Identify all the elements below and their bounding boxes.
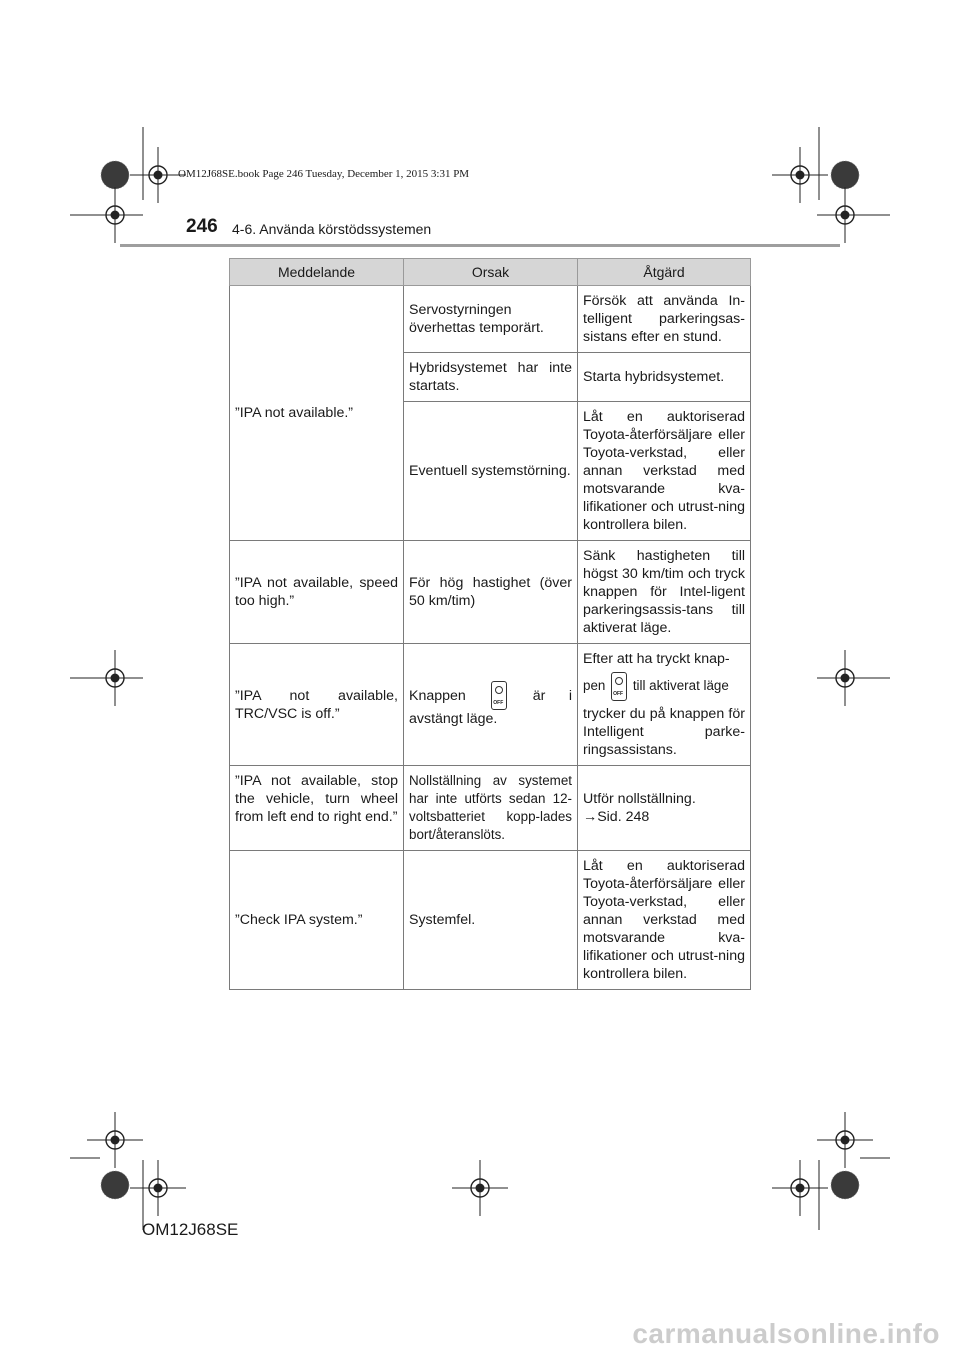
watermark: carmanualsonline.info [632, 1318, 940, 1349]
message-cell: ”IPA not available, speed too high.” [230, 541, 404, 644]
action-cell: Starta hybridsystemet. [578, 353, 751, 402]
cause-text-before-icon: Knappen [409, 687, 466, 704]
cause-cell: För hög hastighet (över 50 km/tim) [404, 541, 578, 644]
book-imprint-line: OM12J68SE.book Page 246 Tuesday, December 1, 2015 3:31 PM [178, 168, 470, 180]
action-text-after-icon: till aktiverat läge [632, 678, 729, 694]
column-header-cause: Orsak [404, 259, 578, 286]
cause-cell: Knappen OFF är i avstängt läge. [404, 644, 578, 766]
page-number: 246 [186, 216, 218, 237]
action-cell: Låt en auktoriserad Toyota-återförsäljare eller Toyota-verkstad, eller annan verkstad med motsvarande kva-lifikationer och utrust-ning kontrollera bilen. [578, 402, 751, 541]
message-table [229, 258, 751, 990]
action-cell: Sänk hastigheten till högst 30 km/tim och tryck knappen för Intel-ligent parkeringsassis-tans till aktiverat läge. [578, 541, 751, 644]
table-row [230, 541, 751, 644]
message-cell: ”IPA not available.” [230, 286, 404, 541]
cause-cell: Nollställning av systemet har inte utförts sedan 12-voltsbatteriet kopp-lades bort/återanslöts. [404, 766, 578, 851]
table-header-row [230, 259, 751, 286]
message-cell: ”Check IPA system.” [230, 851, 404, 990]
document-code: OM12J68SE [142, 1220, 239, 1239]
table-row [230, 286, 751, 353]
action-text: Utför nollställning. [583, 791, 696, 807]
cause-cell: Eventuell systemstörning. [404, 402, 578, 541]
message-cell: ”IPA not available, stop the vehicle, turn wheel from left end to right end.” [230, 766, 404, 851]
table-row [230, 851, 751, 990]
cause-text-after-icon: avstängt läge. [409, 711, 498, 727]
header-rule [120, 244, 840, 247]
cause-cell: Hybridsystemet har inte startats. [404, 353, 578, 402]
section-title: 4-6. Använda körstödssystemen [232, 221, 432, 237]
column-header-action: Åtgärd [578, 259, 751, 286]
cause-text-after-icon-1: är [532, 687, 546, 704]
page-reference: →Sid. 248 [583, 809, 650, 825]
action-rest: trycker du på knappen för Intelligent parke-ringsassistans. [583, 706, 745, 758]
action-line-1: Efter att ha tryckt knap- [583, 651, 730, 667]
action-text-before-icon: pen [583, 678, 606, 694]
message-cell: ”IPA not available, TRC/VSC is off.” [230, 644, 404, 766]
cause-cell: Systemfel. [404, 851, 578, 990]
column-header-message: Meddelande [230, 259, 404, 286]
action-cell [578, 766, 751, 851]
action-cell: Försök att använda In-telligent parkeringsas-sistans efter en stund. [578, 286, 751, 353]
table-row [230, 766, 751, 851]
cause-cell: Servostyrningen överhettas temporärt. [404, 286, 578, 353]
action-cell: Låt en auktoriserad Toyota-återförsäljare eller Toyota-verkstad, eller annan verkstad med motsvarande kva-lifikationer och utrust-ning kontrollera bilen. [578, 851, 751, 990]
trc-off-button-icon: OFF [611, 672, 627, 701]
action-cell [578, 644, 751, 766]
table-row [230, 644, 751, 766]
trc-off-button-icon: OFF [491, 681, 507, 710]
